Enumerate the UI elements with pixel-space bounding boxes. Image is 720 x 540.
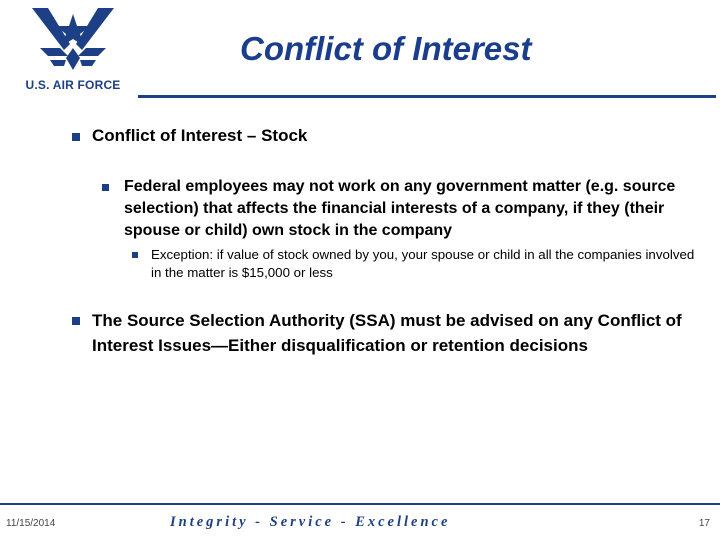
- footer-divider: [0, 503, 720, 505]
- slide-title: Conflict of Interest: [240, 30, 532, 67]
- page-number: 17: [698, 518, 710, 529]
- bullet-text: Conflict of Interest – Stock: [92, 126, 308, 145]
- square-bullet-icon: [72, 133, 80, 141]
- bullet-level1: [68, 124, 698, 148]
- bullet-text: Exception: if value of stock owned by you, your spouse or child in all the companies involved in the matter is $15,000 or less: [151, 247, 695, 280]
- slide-body: [68, 124, 698, 358]
- square-bullet-icon: [102, 184, 109, 191]
- bullet-text: Federal employees may not work on any government matter (e.g. source selection) that affects the financial interests of a company, if they (their spouse or child) own stock in the company: [124, 178, 676, 239]
- bullet-level1: [68, 308, 698, 358]
- bullet-level3: [68, 246, 698, 282]
- bullet-text: The Source Selection Authority (SSA) must be advised on any Conflict of Interest Issues—Either disqualification or retention decisions: [92, 311, 682, 355]
- footer-motto: Integrity - Service - Excellence: [170, 514, 451, 530]
- bullet-level2: [68, 176, 698, 242]
- air-force-symbol-icon: [30, 4, 116, 74]
- footer-date: 11/15/2014: [6, 518, 56, 529]
- air-force-logo: [8, 4, 138, 96]
- square-bullet-icon: [132, 252, 138, 258]
- title-divider: [138, 95, 716, 98]
- square-bullet-icon: [72, 317, 80, 325]
- air-force-wordmark: U.S. AIR FORCE: [25, 78, 121, 92]
